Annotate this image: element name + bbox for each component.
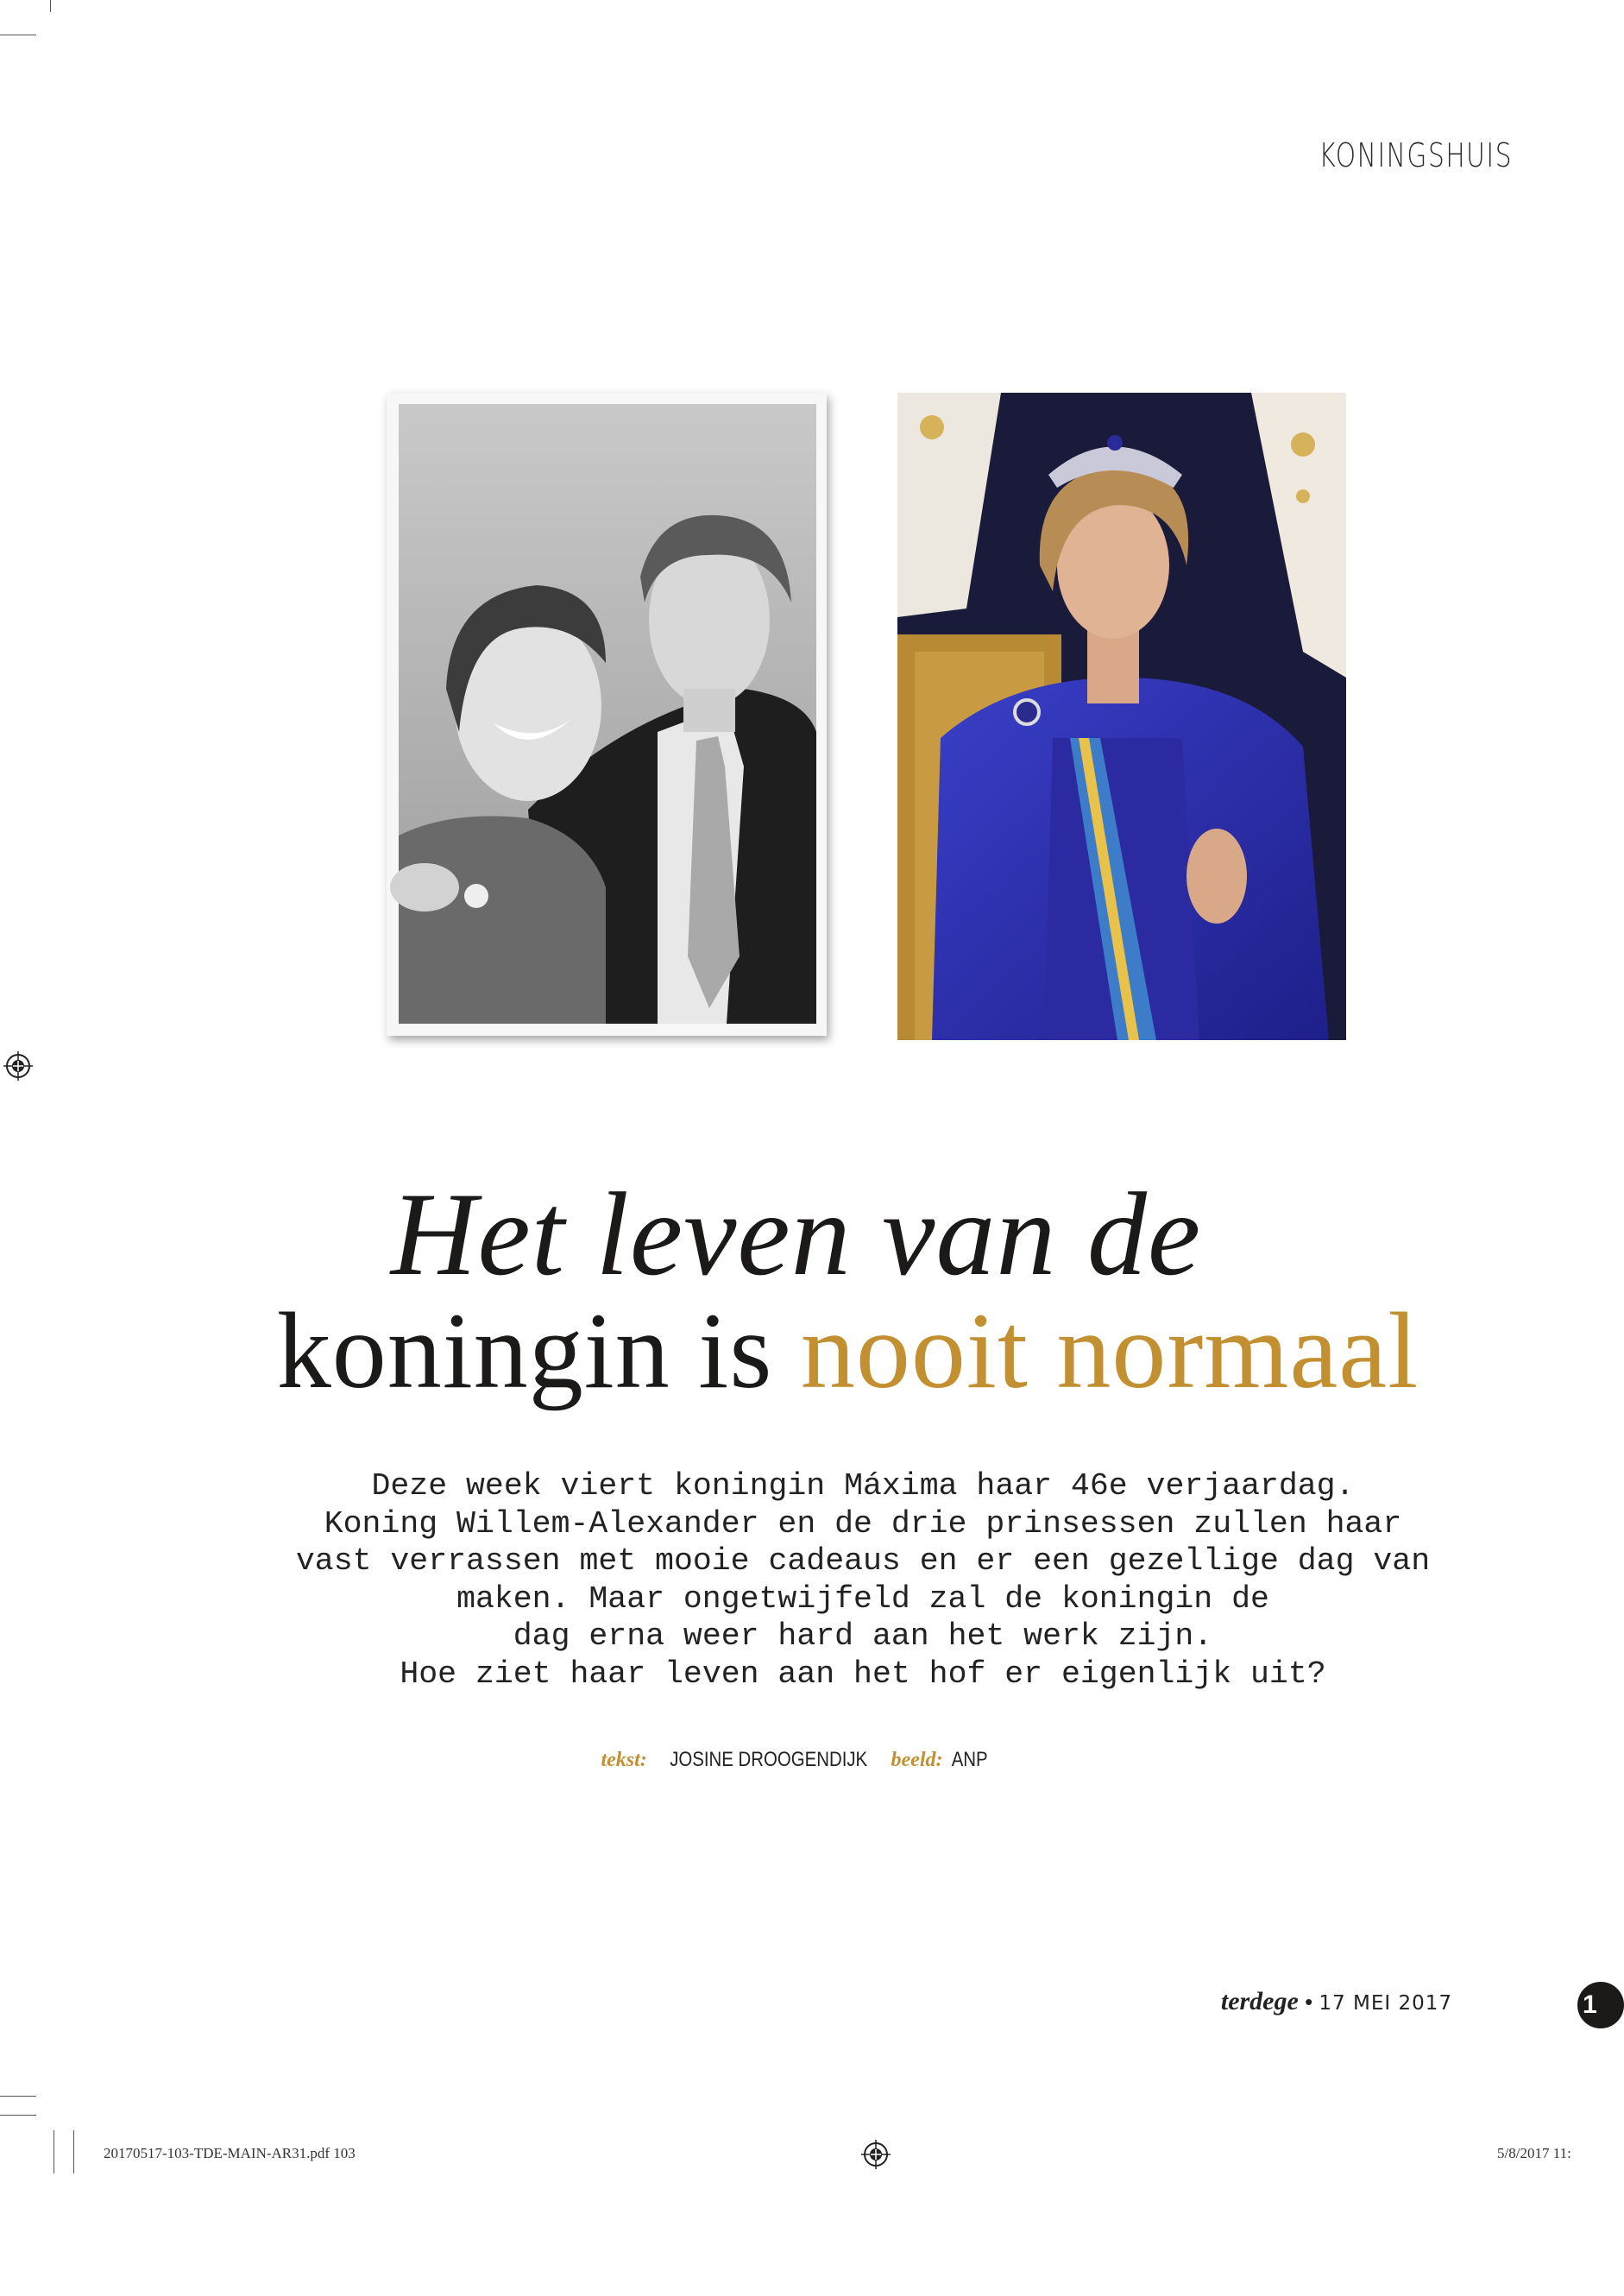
credits [0,1748,1592,1772]
intro-paragraph [259,1467,1467,1693]
intro-line: Deze week viert koningin Máxima haar 46e verjaardag. [371,1468,1355,1504]
text-credit-value: JOSINE DROOGENDIJK [670,1748,868,1771]
footer-separator: • [1305,1989,1313,2015]
crop-mark [0,2096,36,2097]
headline-line-2 [0,1291,1592,1412]
section-label: KONINGSHUIS [1319,136,1513,174]
headline [0,1168,1592,1412]
print-slug-file: 20170517-103-TDE-MAIN-AR31.pdf 103 [104,2145,356,2161]
registration-mark-icon [861,2140,891,2169]
headline-line-2-accent: nooit normaal [800,1291,1419,1411]
crop-mark [73,2130,74,2173]
intro-line: maken. Maar ongetwijfeld zal de koningin de [456,1580,1269,1617]
photo-couple-bw [387,393,827,1036]
crop-mark [0,2115,36,2116]
footer-brand [1221,1987,1452,2016]
headline-line-2-dark: koningin is [276,1291,801,1411]
image-credit-value: ANP [951,1748,988,1771]
photo-queen-color [897,393,1346,1040]
intro-line: dag erna weer hard aan het werk zijn. [513,1618,1213,1654]
page-number: 1 [1577,1982,1624,2028]
magazine-name: terdege [1220,1987,1299,2015]
intro-line: vast verrassen met mooie cadeaus en er een gezellige dag van [295,1543,1431,1579]
image-credit-label: beeld: [891,1749,943,1771]
issue-date: 17 MEI 2017 [1319,1992,1452,2015]
intro-line: Koning Willem-Alexander en de drie prinsessen zullen haar [324,1505,1402,1542]
crop-mark [50,0,51,12]
intro-line: Hoe ziet haar leven aan het hof er eigenlijk uit? [400,1656,1326,1692]
print-slug-timestamp: 5/8/2017 11: [1497,2145,1571,2161]
text-credit-label: tekst: [601,1749,647,1771]
headline-line-1: Het leven van de [390,1168,1202,1300]
registration-mark-icon [3,1051,33,1081]
